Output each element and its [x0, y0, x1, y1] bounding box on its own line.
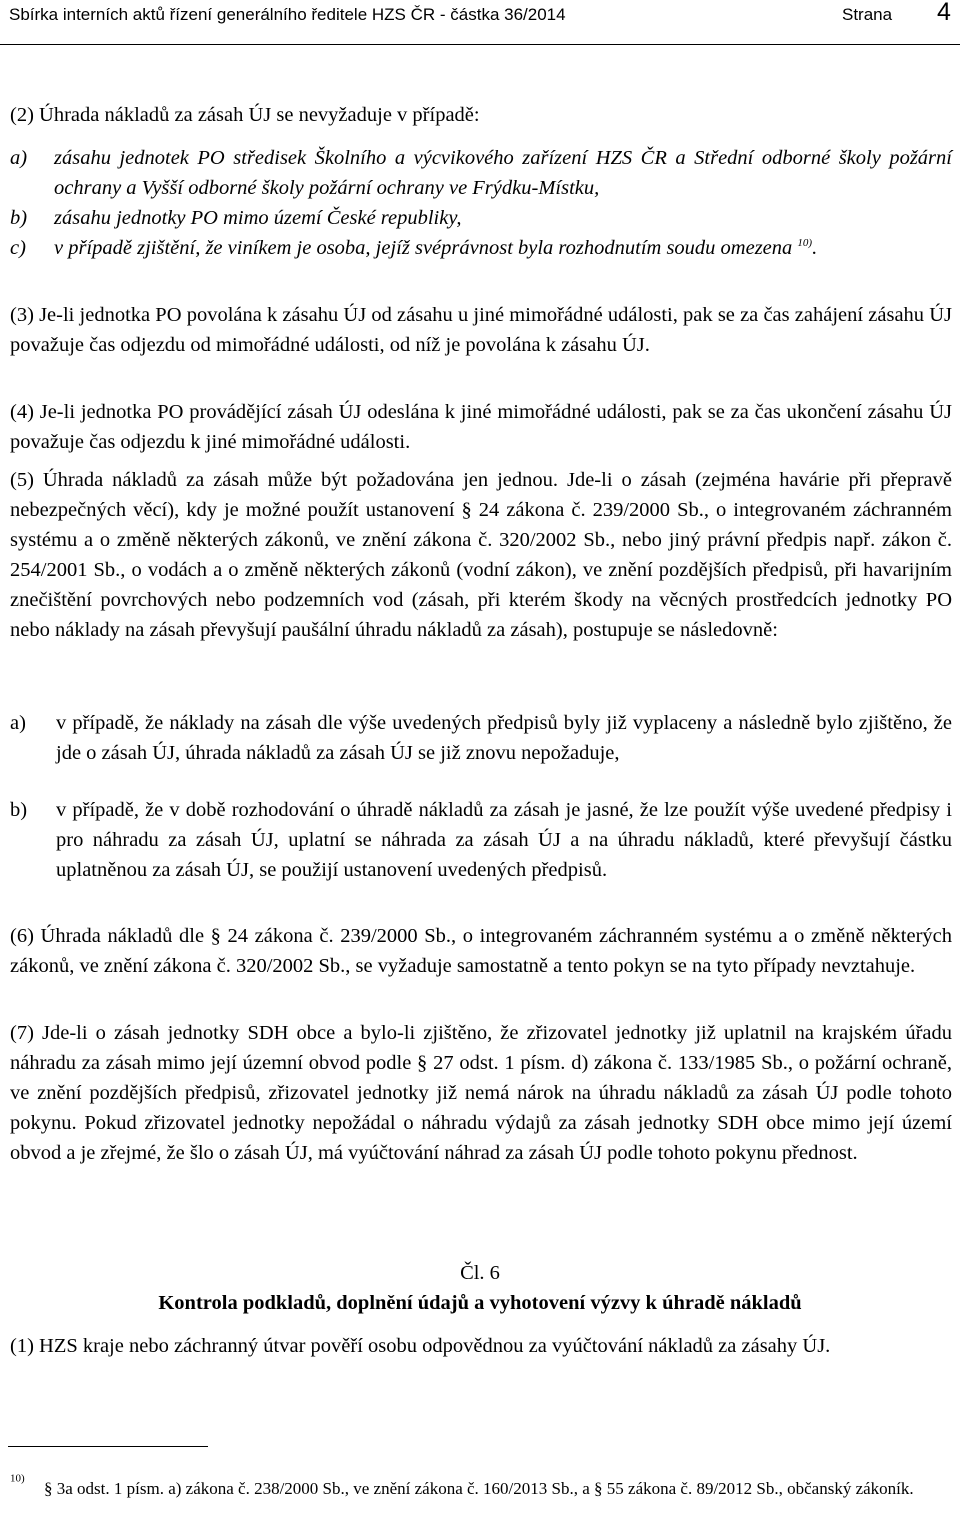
list-item-end: . [812, 237, 818, 259]
para-4: (4) Je-li jednotka PO provádějící zásah ÚJ odeslána k jiné mimořádné události, pak se za čas ukončení zásahu ÚJ považuje čas odjezdu k jiné mimořádné události. [10, 401, 952, 453]
list-item-text [54, 233, 952, 263]
article-title: Kontrola podkladů, doplnění údajů a vyhotovení výzvy k úhradě nákladů [158, 1292, 802, 1314]
list-item-label: b) [10, 207, 28, 229]
article-6-para-1: (1) HZS kraje nebo záchranný útvar pověří osobu odpovědnou za vyúčtování nákladů za zásahy ÚJ. [10, 1335, 831, 1357]
collection-title: Sbírka interních aktů řízení generálního ředitele HZS ČR - částka 36/2014 [9, 5, 566, 24]
list-item-label: a) [10, 147, 28, 169]
list-item-text: zásahu jednotek PO středisek Školního a výcvikového zařízení HZS ČR a Střední odborné školy požární ochrany a Vyšší odborné školy požární ochrany ve Frýdku-Místku, [54, 147, 952, 199]
para-5: (5) Úhrada nákladů za zásah může být požadována jen jednou. Jde-li o zásah (zejména havárie při přepravě nebezpečných věcí), kdy je možné použít ustanovení § 24 zákona č. 239/2000 Sb., o integrovaném záchranném systému a o změně některých zákonů, ve znění zákona č. 320/2002 Sb., nebo jiný právní předpis např. zákon č. 254/2001 Sb., o vodách a o změně některých zákonů (vodní zákon), ve znění pozdějších předpisů, při havarijním znečištění povrchových nebo podzemních vod (zásah, při kterém škody na věcných prostředcích jednotky PO nebo náklady na zásah převyšují paušální úhradu nákladů za zásah), postupuje se následovně: [10, 469, 952, 641]
list-item-body: v případě zjištění, že viníkem je osoba, jejíž svéprávnost byla rozhodnutím soudu omezena [54, 237, 793, 259]
para-2-intro: (2) Úhrada nákladů za zásah ÚJ se nevyžaduje v případě: [10, 104, 480, 126]
footnote-text: § 3a odst. 1 písm. a) zákona č. 238/2000 Sb., ve znění zákona č. 160/2013 Sb., a § 55 zákona č. 89/2012 Sb., občanský zákoník. [44, 1479, 914, 1498]
article-number: Čl. 6 [460, 1262, 500, 1284]
para-6: (6) Úhrada nákladů dle § 24 zákona č. 239/2000 Sb., o integrovaném záchranném systému a o změně některých zákonů, ve znění zákona č. 320/2002 Sb., se vyžaduje samostatně a tento pokyn se na tyto případy nevztahuje. [10, 925, 952, 977]
footnote-number: 10) [10, 1472, 25, 1485]
list-item-label: b) [10, 799, 28, 821]
list-item-text: v případě, že v době rozhodování o úhradě nákladů za zásah je jasné, že lze použít výše uvedené předpisy i pro náhradu za zásah ÚJ, uplatní se náhrada za zásah ÚJ a na úhradu nákladů, které převyšují částku uplatněnou za zásah ÚJ, se použijí ustanovení uvedených předpisů. [56, 799, 952, 881]
list-item-label: c) [10, 237, 26, 259]
list-item-text: zásahu jednotky PO mimo území České republiky, [54, 207, 462, 229]
footnote-mark [10, 1470, 25, 1496]
para-7: (7) Jde-li o zásah jednotky SDH obce a bylo-li zjištěno, že zřizovatel jednotky již uplatnil na krajském úřadu náhradu za zásah mimo její územní obvod podle § 27 odst. 1 písm. d) zákona č. 133/1985 Sb., o požární ochraně, ve znění pozdějších předpisů, zřizovatel jednotky již nemá nárok na úhradu nákladů za zásah ÚJ podle tohoto pokynu. Pokud zřizovatel jednotky nepožádal o náhradu výdajů za zásah jednotky SDH obce mimo její území obvod a je zřejmé, že šlo o zásah ÚJ, má vyúčtování náhrad za zásah ÚJ podle tohoto pokynu přednost. [10, 1022, 952, 1164]
footnote-divider [8, 1446, 208, 1447]
list-item-label: a) [10, 712, 26, 734]
page-header [0, 0, 960, 45]
page-number: 4 [937, 0, 951, 26]
footnote-reference: 10) [797, 237, 813, 250]
para-3: (3) Je-li jednotka PO povolána k zásahu ÚJ od zásahu u jiné mimořádné události, pak se za čas zahájení zásahu ÚJ považuje čas odjezdu od mimořádné události, od níž je povolána k zásahu ÚJ. [10, 304, 952, 356]
page-label: Strana [842, 5, 893, 24]
list-item-text: v případě, že náklady na zásah dle výše uvedených předpisů byly již vyplaceny a následně bylo zjištěno, že jde o zásah ÚJ, úhrada nákladů za zásah ÚJ se již znovu nepožaduje, [56, 712, 952, 764]
